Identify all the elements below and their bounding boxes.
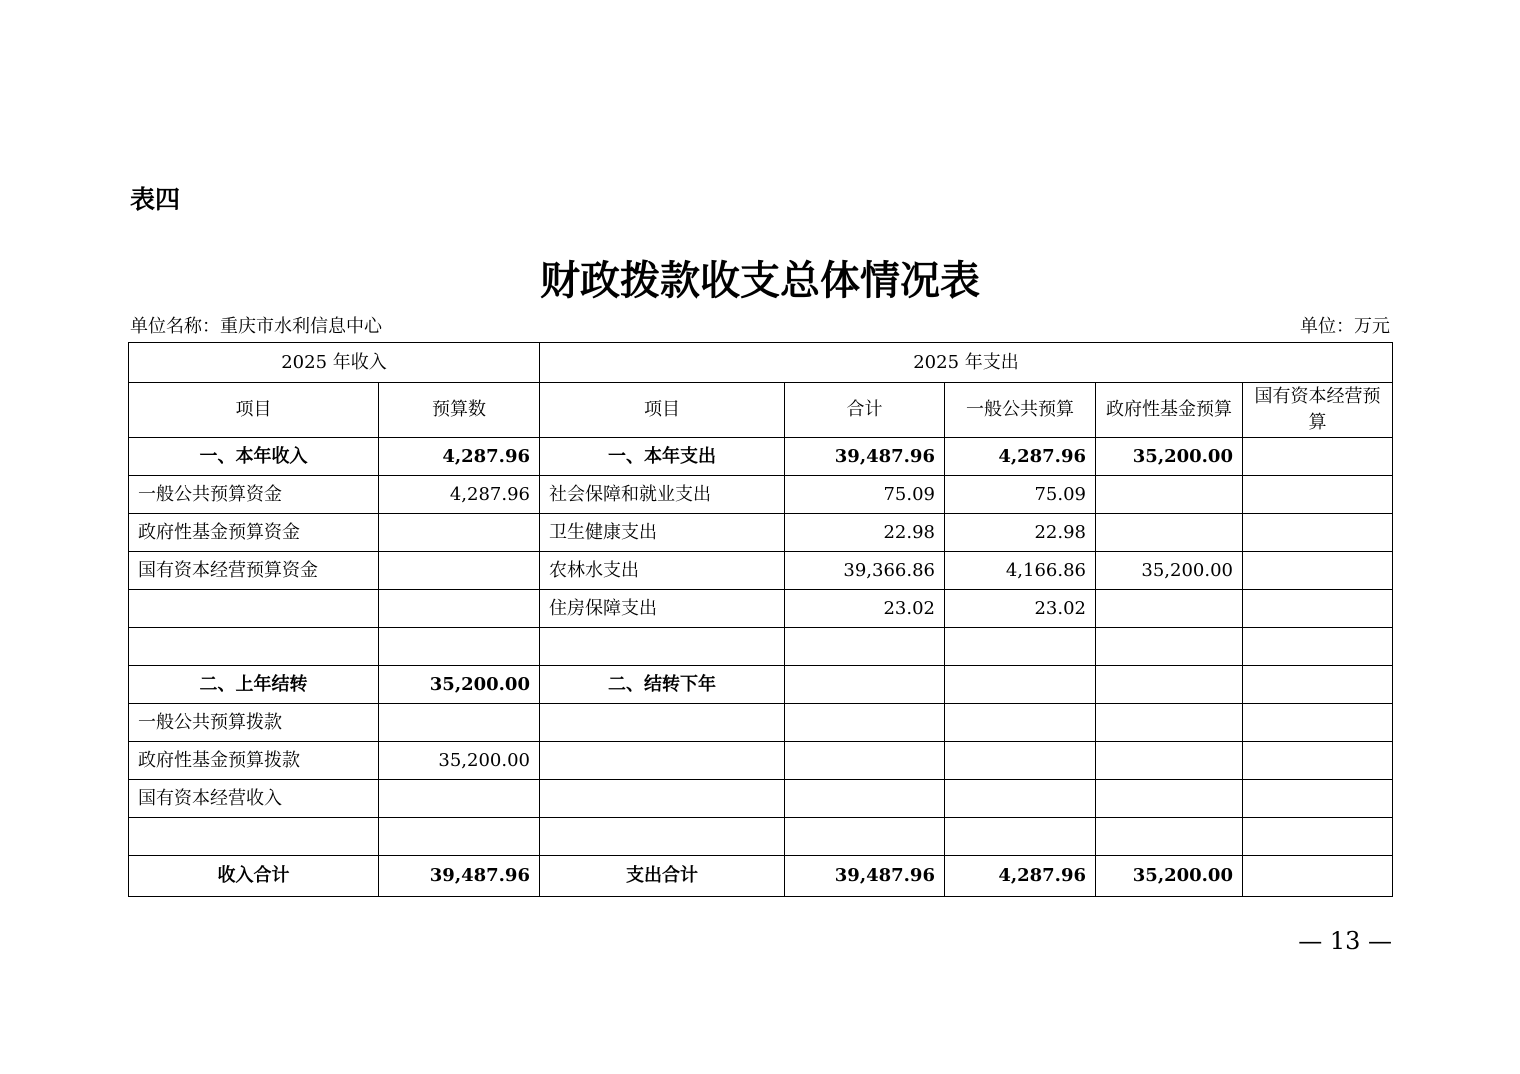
income-item-cell: 一般公共预算拨款 xyxy=(129,704,379,742)
fund-budget-cell xyxy=(1096,780,1243,818)
state-capital-cell xyxy=(1243,666,1393,704)
expense-header: 2025 年支出 xyxy=(540,343,1393,383)
fund-budget-cell xyxy=(1096,628,1243,666)
income-amount-cell xyxy=(379,704,540,742)
expense-item-cell: 支出合计 xyxy=(540,856,785,897)
income-item-cell xyxy=(129,628,379,666)
income-item-cell xyxy=(129,818,379,856)
expense-item-cell: 社会保障和就业支出 xyxy=(540,476,785,514)
state-capital-cell xyxy=(1243,514,1393,552)
fund-budget-cell: 35,200.00 xyxy=(1096,856,1243,897)
expense-item-cell: 农林水支出 xyxy=(540,552,785,590)
state-capital-cell xyxy=(1243,628,1393,666)
general-budget-cell: 4,166.86 xyxy=(945,552,1096,590)
expense-total-cell xyxy=(785,666,945,704)
table-row xyxy=(129,552,1393,590)
income-item-cell: 政府性基金预算资金 xyxy=(129,514,379,552)
fund-budget-cell xyxy=(1096,476,1243,514)
general-budget-cell xyxy=(945,780,1096,818)
header-row-years xyxy=(129,343,1393,383)
expense-total-cell xyxy=(785,780,945,818)
general-budget-cell: 4,287.96 xyxy=(945,438,1096,476)
table-row xyxy=(129,742,1393,780)
unit-name: 单位名称：重庆市水利信息中心 xyxy=(130,316,382,337)
income-item-cell: 收入合计 xyxy=(129,856,379,897)
table-row xyxy=(129,476,1393,514)
expense-item-cell xyxy=(540,704,785,742)
income-item-cell: 国有资本经营预算资金 xyxy=(129,552,379,590)
expense-item-cell xyxy=(540,742,785,780)
fund-budget-cell xyxy=(1096,742,1243,780)
expense-total-cell xyxy=(785,742,945,780)
column-header: 国有资本经营预算 xyxy=(1243,383,1393,438)
expense-item-cell xyxy=(540,628,785,666)
header-row-columns xyxy=(129,383,1393,438)
income-amount-cell: 4,287.96 xyxy=(379,438,540,476)
column-header: 项目 xyxy=(129,383,379,438)
table-label: 表四 xyxy=(130,185,181,214)
general-budget-cell: 23.02 xyxy=(945,590,1096,628)
expense-item-cell xyxy=(540,818,785,856)
general-budget-cell xyxy=(945,666,1096,704)
expense-total-cell: 23.02 xyxy=(785,590,945,628)
expense-item-cell: 住房保障支出 xyxy=(540,590,785,628)
table-row xyxy=(129,818,1393,856)
expense-total-cell xyxy=(785,628,945,666)
income-amount-cell xyxy=(379,628,540,666)
general-budget-cell xyxy=(945,704,1096,742)
table-row xyxy=(129,438,1393,476)
income-amount-cell xyxy=(379,780,540,818)
table-row xyxy=(129,780,1393,818)
income-amount-cell: 35,200.00 xyxy=(379,742,540,780)
income-header: 2025 年收入 xyxy=(129,343,540,383)
expense-total-cell: 75.09 xyxy=(785,476,945,514)
expense-total-cell: 22.98 xyxy=(785,514,945,552)
income-item-cell: 一般公共预算资金 xyxy=(129,476,379,514)
expense-total-cell xyxy=(785,704,945,742)
expense-item-cell: 一、本年支出 xyxy=(540,438,785,476)
income-amount-cell: 4,287.96 xyxy=(379,476,540,514)
state-capital-cell xyxy=(1243,552,1393,590)
expense-total-cell: 39,487.96 xyxy=(785,438,945,476)
fund-budget-cell xyxy=(1096,514,1243,552)
general-budget-cell xyxy=(945,742,1096,780)
expense-total-cell xyxy=(785,818,945,856)
income-item-cell: 二、上年结转 xyxy=(129,666,379,704)
income-amount-cell xyxy=(379,514,540,552)
column-header: 政府性基金预算 xyxy=(1096,383,1243,438)
state-capital-cell xyxy=(1243,590,1393,628)
expense-total-cell: 39,366.86 xyxy=(785,552,945,590)
state-capital-cell xyxy=(1243,742,1393,780)
column-header: 项目 xyxy=(540,383,785,438)
income-amount-cell xyxy=(379,590,540,628)
general-budget-cell: 4,287.96 xyxy=(945,856,1096,897)
table-row xyxy=(129,666,1393,704)
general-budget-cell xyxy=(945,818,1096,856)
fund-budget-cell: 35,200.00 xyxy=(1096,438,1243,476)
fund-budget-cell: 35,200.00 xyxy=(1096,552,1243,590)
income-item-cell xyxy=(129,590,379,628)
column-header: 合计 xyxy=(785,383,945,438)
income-amount-cell xyxy=(379,818,540,856)
general-budget-cell xyxy=(945,628,1096,666)
budget-table xyxy=(128,342,1393,897)
table-row xyxy=(129,704,1393,742)
income-item-cell: 国有资本经营收入 xyxy=(129,780,379,818)
general-budget-cell: 22.98 xyxy=(945,514,1096,552)
income-amount-cell: 35,200.00 xyxy=(379,666,540,704)
meta-row xyxy=(130,315,1390,339)
state-capital-cell xyxy=(1243,818,1393,856)
state-capital-cell xyxy=(1243,856,1393,897)
state-capital-cell xyxy=(1243,704,1393,742)
column-header: 预算数 xyxy=(379,383,540,438)
document-title: 财政拨款收支总体情况表 xyxy=(540,257,980,304)
page-number: — 13 — xyxy=(1298,927,1392,955)
total-row xyxy=(129,856,1393,897)
expense-item-cell: 二、结转下年 xyxy=(540,666,785,704)
unit-label: 单位：万元 xyxy=(1300,316,1390,337)
table-row xyxy=(129,590,1393,628)
state-capital-cell xyxy=(1243,476,1393,514)
column-header: 一般公共预算 xyxy=(945,383,1096,438)
expense-total-cell: 39,487.96 xyxy=(785,856,945,897)
fund-budget-cell xyxy=(1096,704,1243,742)
table-row xyxy=(129,628,1393,666)
state-capital-cell xyxy=(1243,780,1393,818)
expense-item-cell xyxy=(540,780,785,818)
income-item-cell: 政府性基金预算拨款 xyxy=(129,742,379,780)
expense-item-cell: 卫生健康支出 xyxy=(540,514,785,552)
income-amount-cell xyxy=(379,552,540,590)
income-amount-cell: 39,487.96 xyxy=(379,856,540,897)
general-budget-cell: 75.09 xyxy=(945,476,1096,514)
fund-budget-cell xyxy=(1096,666,1243,704)
state-capital-cell xyxy=(1243,438,1393,476)
fund-budget-cell xyxy=(1096,818,1243,856)
income-item-cell: 一、本年收入 xyxy=(129,438,379,476)
fund-budget-cell xyxy=(1096,590,1243,628)
table-row xyxy=(129,514,1393,552)
